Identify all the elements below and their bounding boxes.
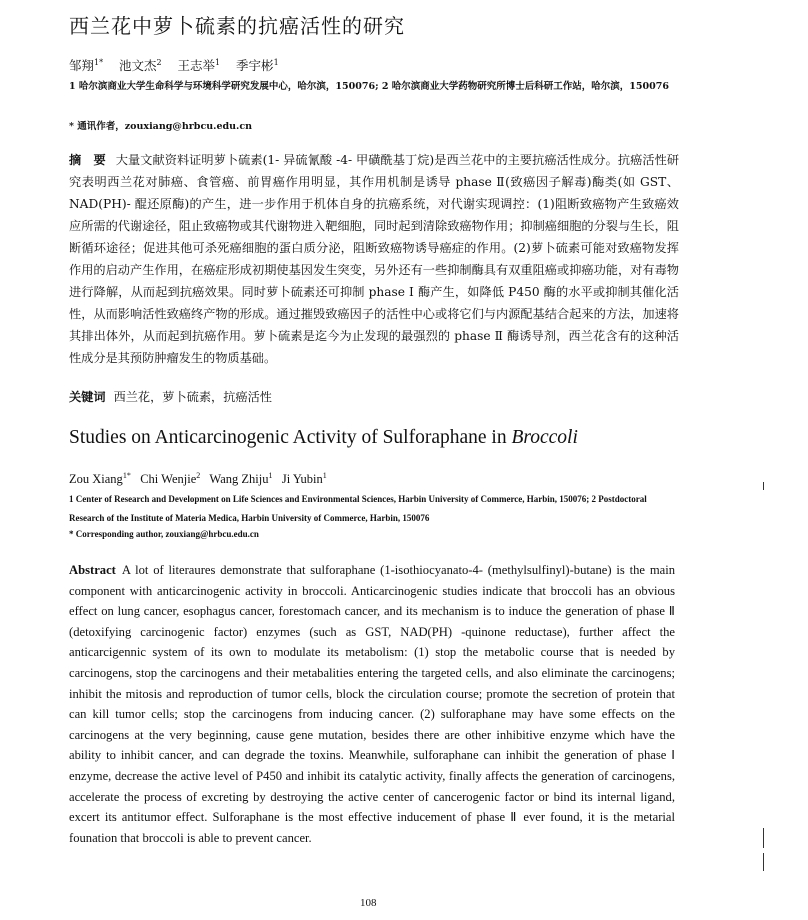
- english-corresponding-author: * Corresponding author, zouxiang@hrbcu.edu.cn: [69, 529, 259, 539]
- english-abstract-label: Abstract: [69, 563, 116, 577]
- scan-edge-mark: [763, 482, 764, 490]
- author-sup: 1: [273, 57, 279, 67]
- author-name: Ji Yubin: [281, 472, 323, 487]
- author-name: Wang Zhiju: [209, 472, 269, 487]
- english-title-text: Studies on Anticarcinogenic Activity of Sulforaphane in: [69, 427, 512, 448]
- author-name: 王志举: [177, 58, 216, 73]
- author-name: Chi Wenjie: [140, 472, 197, 487]
- english-abstract: [69, 560, 675, 848]
- chinese-title: 西兰花中萝卜硫素的抗癌活性的研究: [69, 14, 405, 38]
- chinese-keywords-label: 关键词: [69, 390, 106, 404]
- english-title-italic: Broccoli: [511, 427, 578, 448]
- english-authors: [69, 471, 327, 487]
- author-sup: 1*: [122, 471, 131, 480]
- author-name: Zou Xiang: [69, 472, 123, 487]
- page-number: 108: [360, 897, 377, 909]
- author-name: 池文杰: [119, 58, 157, 73]
- author-sup: 1: [322, 471, 327, 480]
- chinese-abstract-text: 大量文献资料证明萝卜硫素(1- 异硫氰酸 -4- 甲磺酰基丁烷)是西兰花中的主要抗癌活性成分。抗癌活性研究表明西兰花对肺癌、食管癌、前胃癌作用明显，其作用机制是诱导 phase Ⅱ(致癌因子解毒)酶类(如 GST、NAD(PH)- 醌还原酶)的产生，进一步作用于机体自身的抗癌系统，对代谢实现调控：(1)阻断致癌物产生致癌效应所需的代谢途径，阻止致癌物或其代谢物进入靶细胞，同时起到清除致癌物作用；抑制癌细胞的分裂与生长，阻断循环途径；促进其他可杀死癌细胞的蛋白质分泌，阻断致癌物诱导癌症的作用。(2)萝卜硫素可能对致癌物发挥作用的启动产生作用，在癌症形成初期使基因发生突变，另外还有一些抑制酶具有双重阻癌或抑癌功能，对有毒物进行降解，从而起到抗癌效果。同时萝卜硫素还可抑制 phase Ⅰ 酶产生，如降低 P450 酶的水平或抑制其催化活性，从而影响活性致癌终产物的形成。通过摧毁致癌因子的活性中心或将它们与内源配基结合起来的方法，加速将其排出体外，从而起到抗癌作用。萝卜硫素是迄今为止发现的最强烈的 phase Ⅱ 酶诱导剂，西兰花含有的这种活性成分是其预防肿瘤发生的物质基础。: [69, 153, 680, 365]
- english-title: [69, 427, 578, 449]
- author-sup: 2: [196, 471, 201, 480]
- chinese-affiliation: 1 哈尔滨商业大学生命科学与环境科学研究发展中心，哈尔滨，150076; 2 哈尔滨商业大学药物研究所博士后科研工作站，哈尔滨，150076: [69, 81, 669, 92]
- chinese-abstract-label: 摘 要: [69, 153, 106, 167]
- chinese-corresponding-author: * 通讯作者，zouxiang@hrbcu.edu.cn: [69, 121, 253, 132]
- author-name: 季宇彬: [236, 58, 274, 73]
- english-affiliation: 1 Center of Research and Development on Life Sciences and Environmental Sciences, Harbin University of Commerce, Harbin, 150076; 2 Postdoctoral Research of the Institute of Materia Medica, Harbin University of Commerce, Harbin, 150076: [69, 494, 647, 523]
- author-sup: 1*: [94, 57, 104, 67]
- chinese-abstract: [69, 149, 679, 369]
- author-sup: 2: [156, 57, 162, 67]
- scan-edge-mark: [763, 853, 764, 871]
- chinese-keywords-text: 西兰花，萝卜硫素，抗癌活性: [113, 390, 272, 404]
- scan-edge-mark: [763, 828, 764, 848]
- chinese-authors: [69, 56, 279, 74]
- english-abstract-text: A lot of literaures demonstrate that sulforaphane (1-isothiocyanato-4- (methylsulfinyl)-butane) is the main component with anticarcinogenic activity in broccoli. Anticarcinogenic studies indicate that broccoli has an obvious effect on lung cancer, esophagus cancer, forestomach cancer, and its mechanism is to induce the generation of phase Ⅱ (detoxifying carcinogenic factor) enzymes (such as GST, NAD(PH) -quinone reductase), further affect the anticarcigennic system of its own to modulate its metabolism: (1) stop the metabolic course that is needed by carcinogens, stop the carcinogens and their metabalities entering the targeted cells, and also eliminate the carcinogens; inhibit the mitosis and reproduction of tumor cells, block the circulation course; promote the secretion of protein that can kill tumor cells; stop the carcinogens from inducing cancer. (2) sulforaphane may have some effects on the carcinogens at the very beginning, cause gene mutation, besides there are other inhibitive enzyme which have the ability to inhibit cancer, and can degrade the toxins. Meanwhile, sulforaphane can inhibit the generation of phase Ⅰ enzyme, decrease the active level of P450 and inhibit its catalytic activity, finally affects the generation of carcinogens, accelerate the process of excreting by destroying the active center of cancerogenic factor or bind its internal ligand, excert its antitumor effect. Sulforaphane is the most effective inducement of phase Ⅱ ever found, it is the metarial founation that broccoli is able to prevent cancer.: [69, 563, 675, 845]
- author-sup: 1: [268, 471, 273, 480]
- author-name: 邹翔: [69, 58, 95, 73]
- chinese-keywords: [69, 388, 272, 405]
- author-sup: 1: [215, 57, 221, 67]
